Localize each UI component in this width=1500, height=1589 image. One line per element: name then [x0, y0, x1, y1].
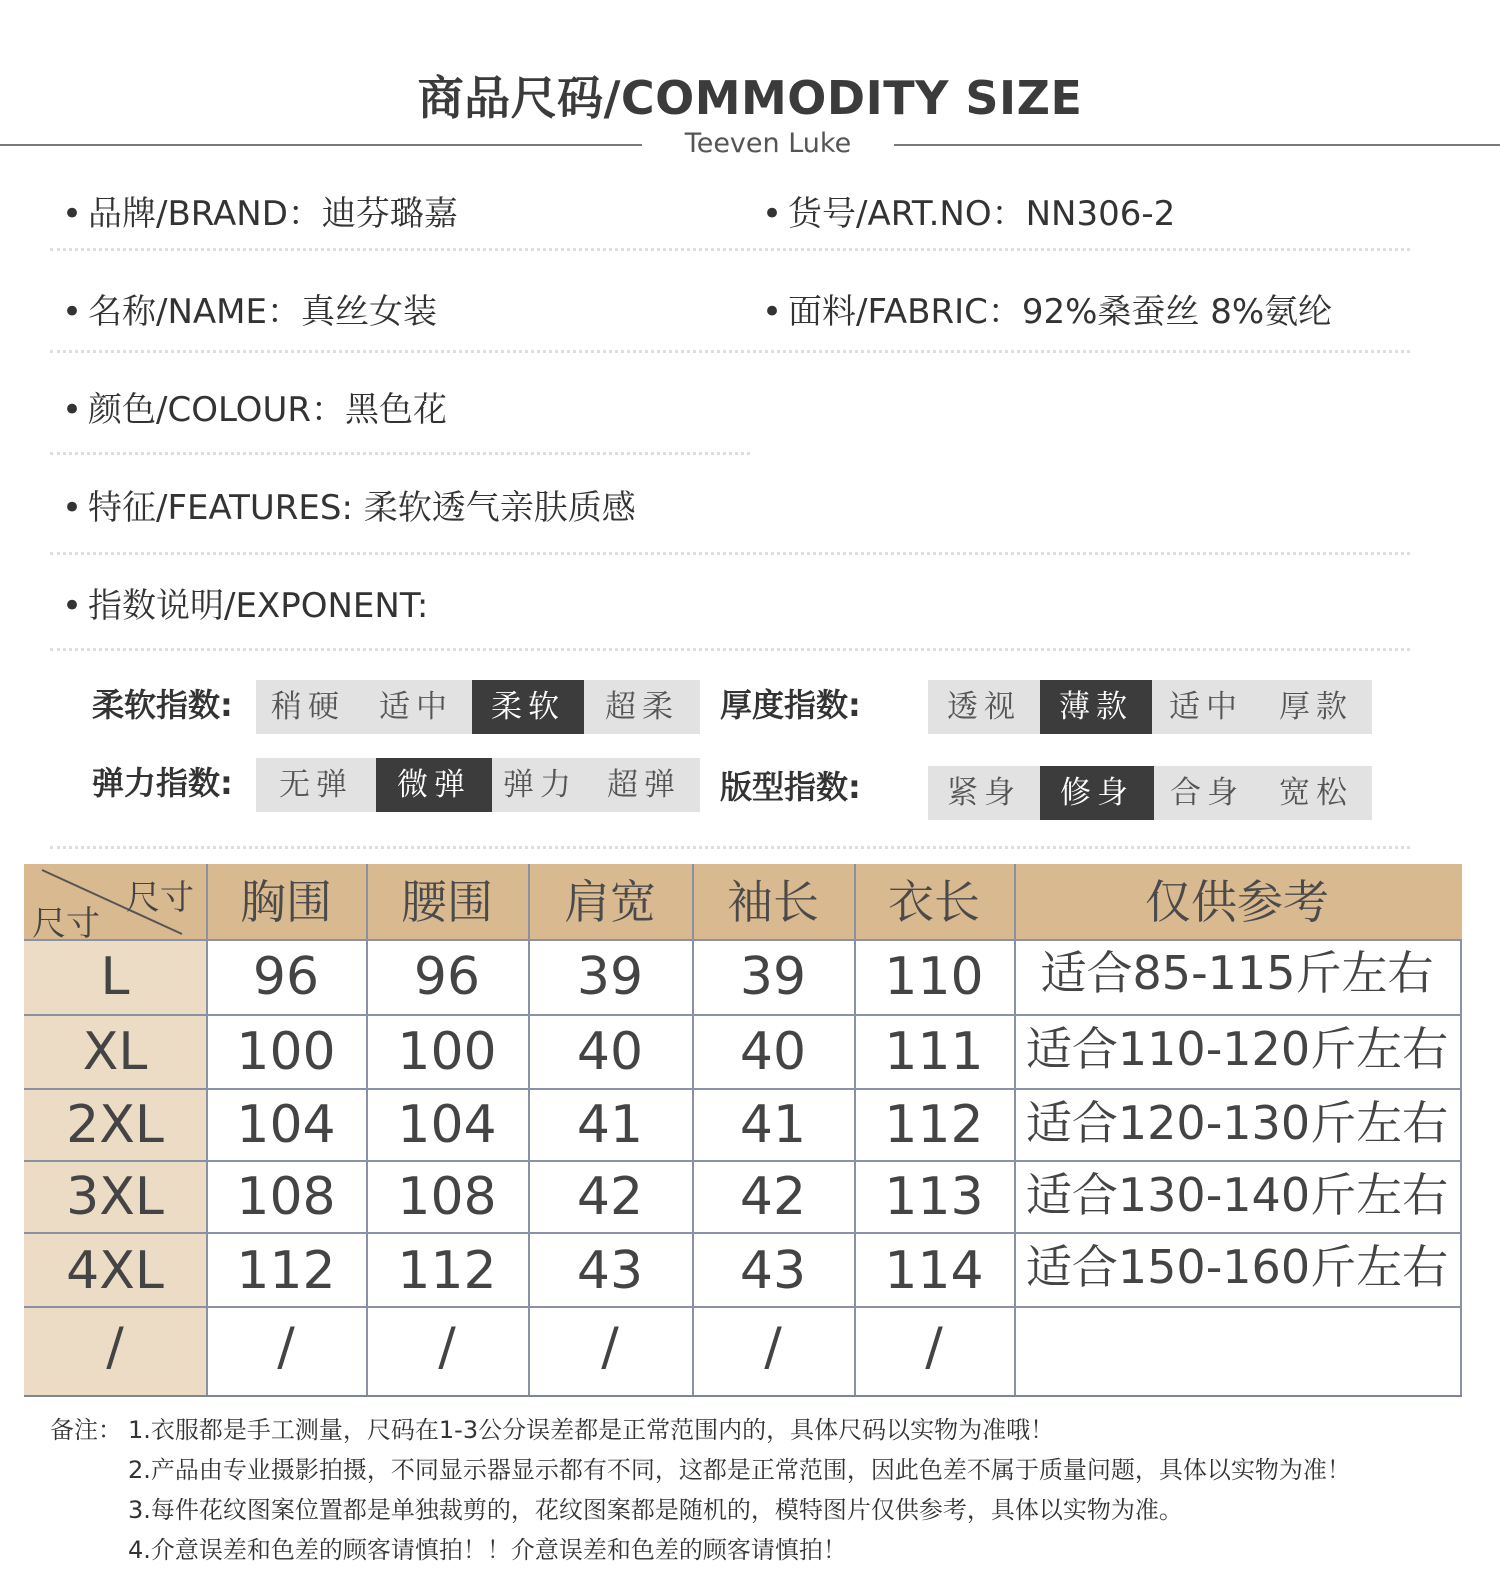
- table-cell: /: [601, 1317, 619, 1377]
- column-header-chest: 胸围: [240, 875, 332, 929]
- info-brand-text: 品牌/BRAND：迪芬璐嘉: [88, 194, 458, 234]
- index-option: 无弹: [279, 767, 353, 803]
- table-cell: 113: [884, 1167, 984, 1227]
- remarks-label: 备注：: [50, 1416, 122, 1444]
- index-option-selected: 薄款: [1040, 680, 1152, 734]
- column-header-waist: 腰围: [401, 875, 493, 929]
- table-cell-note: 适合130-140斤左右: [1025, 1168, 1449, 1222]
- fit-index-label: 版型指数:: [720, 768, 861, 806]
- index-option: 稍硬: [271, 689, 345, 725]
- table-cell-note: 适合85-115斤左右: [1040, 946, 1434, 1000]
- fit-index-scale: [928, 766, 1372, 820]
- corner-label-bottom: 尺寸: [32, 904, 100, 944]
- table-cell-note: 适合150-160斤左右: [1025, 1240, 1449, 1294]
- info-fabric: [762, 284, 1332, 333]
- table-cell: 112: [884, 1095, 984, 1155]
- table-cell: 108: [236, 1167, 336, 1227]
- table-cell: 112: [397, 1241, 497, 1301]
- info-name: [62, 284, 437, 333]
- info-art-no-text: 货号/ART.NO：NN306-2: [788, 194, 1176, 234]
- table-cell-note: 适合110-120斤左右: [1025, 1022, 1449, 1076]
- table-cell-note: 适合120-130斤左右: [1025, 1096, 1449, 1150]
- page-title: 商品尺码/COMMODITY SIZE: [417, 71, 1083, 125]
- info-art-no: [762, 186, 1175, 235]
- table-cell: 42: [739, 1167, 807, 1227]
- table-cell: 96: [413, 947, 481, 1007]
- title-divider-left: [0, 144, 642, 146]
- brand-subtitle: Teeven Luke: [684, 128, 852, 159]
- row-size-label: 4XL: [66, 1241, 164, 1301]
- info-features: [62, 480, 636, 529]
- row-size-label: XL: [82, 1022, 148, 1082]
- thickness-index-label: 厚度指数:: [720, 686, 861, 724]
- table-cell: /: [277, 1317, 295, 1377]
- table-cell: 114: [884, 1241, 984, 1301]
- bullet-icon: •: [62, 390, 83, 430]
- info-colour: [62, 382, 447, 431]
- index-option: 超弹: [607, 767, 681, 803]
- table-cell: 42: [576, 1167, 644, 1227]
- table-cell: 41: [739, 1095, 807, 1155]
- table-cell: 39: [739, 947, 807, 1007]
- dotted-divider: [50, 248, 1410, 251]
- size-table: [24, 864, 1462, 1397]
- index-option: 合身: [1170, 775, 1244, 811]
- bullet-icon: •: [762, 194, 783, 234]
- bullet-icon: •: [62, 586, 83, 626]
- table-cell: 108: [397, 1167, 497, 1227]
- index-option: 弹力: [503, 767, 577, 803]
- remark-line: 2.产品由专业摄影拍摄，不同显示器显示都有不同，这都是正常范围，因此色差不属于质量问题，具体以实物为准！: [128, 1456, 1351, 1484]
- table-rule: [1460, 940, 1462, 1395]
- index-option: 透视: [947, 689, 1021, 725]
- corner-label-top: 尺寸: [126, 878, 194, 918]
- row-size-label: 2XL: [66, 1095, 164, 1155]
- index-option-selected: 柔软: [472, 680, 584, 734]
- softness-index-label: 柔软指数:: [92, 686, 233, 724]
- table-cell: 111: [884, 1022, 984, 1082]
- row-size-label: L: [100, 947, 130, 1007]
- dotted-divider: [50, 452, 750, 455]
- column-header-sleeve: 袖长: [727, 875, 819, 929]
- remark-line: 4.介意误差和色差的顾客请慎拍！！介意误差和色差的顾客请慎拍！: [128, 1536, 847, 1564]
- table-cell-note: [1014, 1310, 1460, 1384]
- dotted-divider: [50, 846, 1410, 849]
- column-header-reference: 仅供参考: [1145, 875, 1329, 929]
- bullet-icon: •: [762, 292, 783, 332]
- table-cell: 43: [576, 1241, 644, 1301]
- elasticity-index-label: 弹力指数:: [92, 764, 233, 802]
- index-option-selected: 修身: [1040, 766, 1154, 820]
- bullet-icon: •: [62, 194, 83, 234]
- elasticity-index-scale: [256, 758, 700, 812]
- table-cell: 41: [576, 1095, 644, 1155]
- info-exponent-text: 指数说明/EXPONENT:: [88, 586, 429, 626]
- table-cell: 110: [884, 947, 984, 1007]
- bullet-icon: •: [62, 292, 83, 332]
- column-header-shoulder: 肩宽: [564, 875, 656, 929]
- table-cell: 43: [739, 1241, 807, 1301]
- dotted-divider: [50, 648, 1410, 651]
- info-name-text: 名称/NAME：真丝女装: [88, 292, 437, 332]
- index-option: 宽松: [1279, 775, 1353, 811]
- table-cell: 40: [576, 1022, 644, 1082]
- table-cell: 100: [397, 1022, 497, 1082]
- info-brand: [62, 186, 458, 235]
- dotted-divider: [50, 552, 1410, 555]
- bullet-icon: •: [62, 488, 83, 528]
- table-cell: 100: [236, 1022, 336, 1082]
- table-cell: 39: [576, 947, 644, 1007]
- index-option: 厚款: [1279, 689, 1353, 725]
- index-option: 适中: [379, 689, 453, 725]
- table-cell: 104: [397, 1095, 497, 1155]
- row-size-label: 3XL: [66, 1167, 164, 1227]
- table-cell: /: [764, 1317, 782, 1377]
- info-fabric-text: 面料/FABRIC：92%桑蚕丝 8%氨纶: [788, 292, 1333, 332]
- remark-line: 3.每件花纹图案位置都是单独裁剪的，花纹图案都是随机的，模特图片仅供参考，具体以实物为准。: [128, 1496, 1183, 1524]
- info-exponent: [62, 578, 428, 627]
- index-option: 适中: [1169, 689, 1243, 725]
- dotted-divider: [50, 350, 1410, 353]
- column-header-length: 衣长: [888, 875, 980, 929]
- table-cell: /: [925, 1317, 943, 1377]
- table-cell: /: [438, 1317, 456, 1377]
- table-cell: 40: [739, 1022, 807, 1082]
- table-cell: 104: [236, 1095, 336, 1155]
- row-size-label: /: [106, 1317, 124, 1377]
- index-option: 超柔: [605, 689, 679, 725]
- thickness-index-scale: [928, 680, 1372, 734]
- table-cell: 96: [252, 947, 320, 1007]
- info-features-text: 特征/FEATURES: 柔软透气亲肤质感: [88, 488, 636, 528]
- table-cell: 112: [236, 1241, 336, 1301]
- index-option: 紧身: [947, 775, 1021, 811]
- softness-index-scale: [256, 680, 700, 734]
- index-option-selected: 微弹: [376, 758, 492, 812]
- remark-line: 1.衣服都是手工测量，尺码在1-3公分误差都是正常范围内的，具体尺码以实物为准哦！: [128, 1416, 1055, 1444]
- title-divider-right: [894, 144, 1500, 146]
- info-colour-text: 颜色/COLOUR：黑色花: [88, 390, 447, 430]
